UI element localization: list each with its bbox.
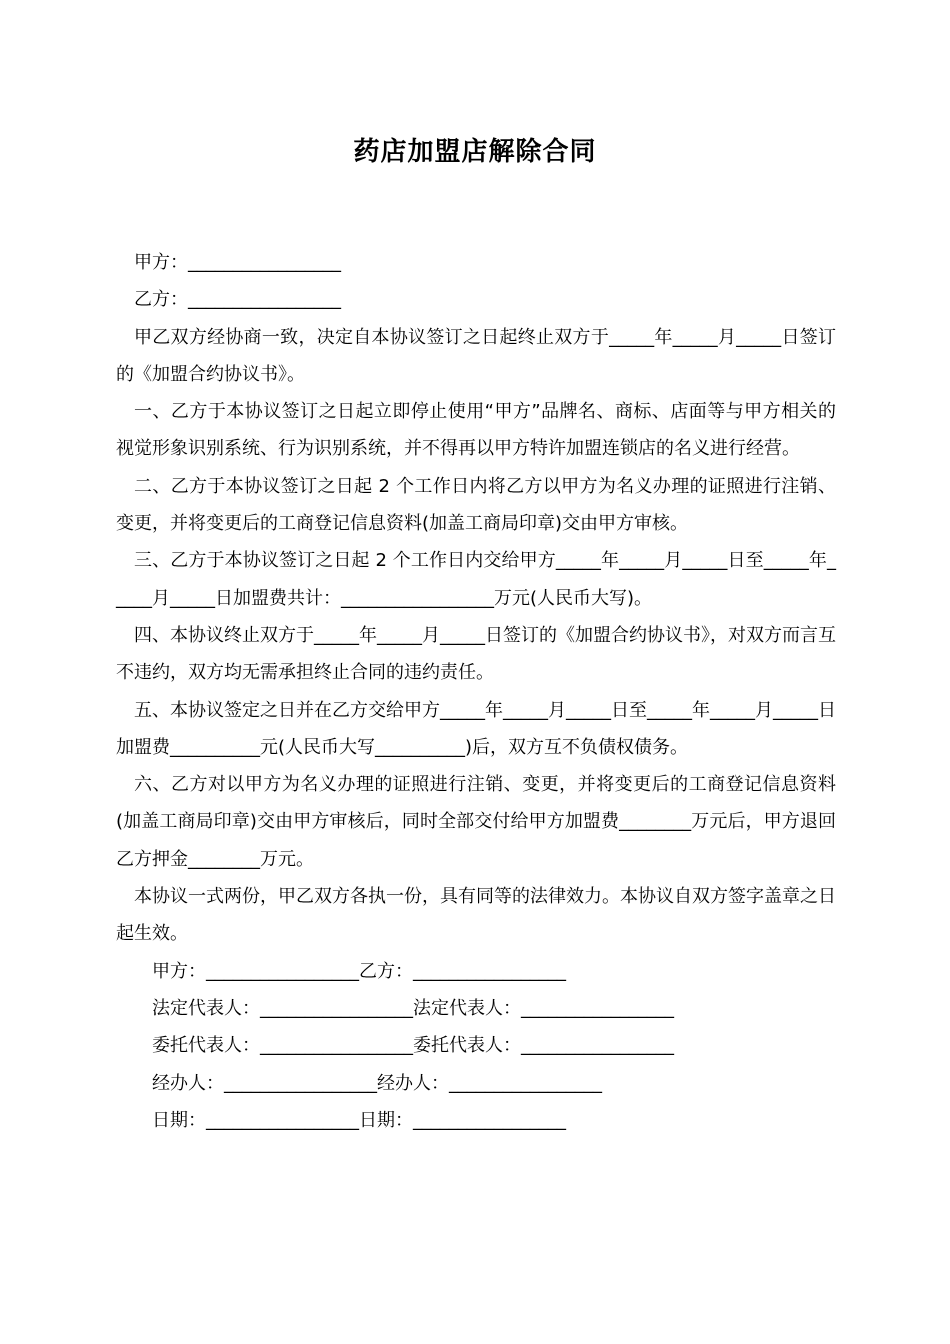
clause-6: 六、乙方对以甲方为名义办理的证照进行注销、变更，并将变更后的工商登记信息资料(加盖工商局印章)交由甲方审核后，同时全部交付给甲方加盟费________万元后，甲方退回乙方押金________万元。	[116, 774, 836, 870]
document-title: 药店加盟店解除合同	[353, 137, 597, 167]
closing-paragraph: 本协议一式两份，甲乙双方各执一份，具有同等的法律效力。本协议自双方签字盖章之日起生效。	[116, 886, 836, 945]
signature-date-line: 日期：_________________日期：_________________	[152, 1109, 566, 1131]
clause-4: 四、本协议终止双方于_____年_____月_____日签订的《加盟合约协议书》，对双方而言互不违约，双方均无需承担终止合同的违约责任。	[116, 624, 836, 684]
clause-1: 一、乙方于本协议签订之日起立即停止使用“甲方”品牌名、商标、店面等与甲方相关的视觉形象识别系统、行为识别系统，并不得再以甲方特许加盟连锁店的名义进行经营。	[116, 401, 836, 460]
party-b-line: 乙方：_________________	[134, 289, 341, 311]
document-body	[116, 244, 836, 1139]
signature-party-line: 甲方：_________________乙方：_________________	[152, 960, 566, 982]
clause-3: 三、乙方于本协议签订之日起 2 个工作日内交给甲方_____年_____月_____日至_____年_____月_____日加盟费共计：_________________万元(人民币大写)。	[116, 550, 836, 609]
signature-handler-line: 经办人：_________________经办人：_________________	[152, 1072, 602, 1094]
party-a-line: 甲方：_________________	[134, 252, 341, 273]
signature-agent-rep-line: 委托代表人：_________________委托代表人：_________________	[152, 1035, 674, 1057]
clause-5: 五、本协议签定之日并在乙方交给甲方_____年_____月_____日至_____年_____月_____日加盟费__________元(人民币大写__________)后，双方互不负债权债务。	[116, 699, 836, 758]
clause-2: 二、乙方于本协议签订之日起 2 个工作日内将乙方以甲方为名义办理的证照进行注销、变更，并将变更后的工商登记信息资料(加盖工商局印章)交由甲方审核。	[116, 475, 836, 535]
intro-paragraph: 甲乙双方经协商一致，决定自本协议签订之日起终止双方于_____年_____月_____日签订的《加盟合约协议书》。	[116, 326, 836, 385]
signature-legal-rep-line: 法定代表人：_________________法定代表人：_________________	[152, 997, 674, 1019]
